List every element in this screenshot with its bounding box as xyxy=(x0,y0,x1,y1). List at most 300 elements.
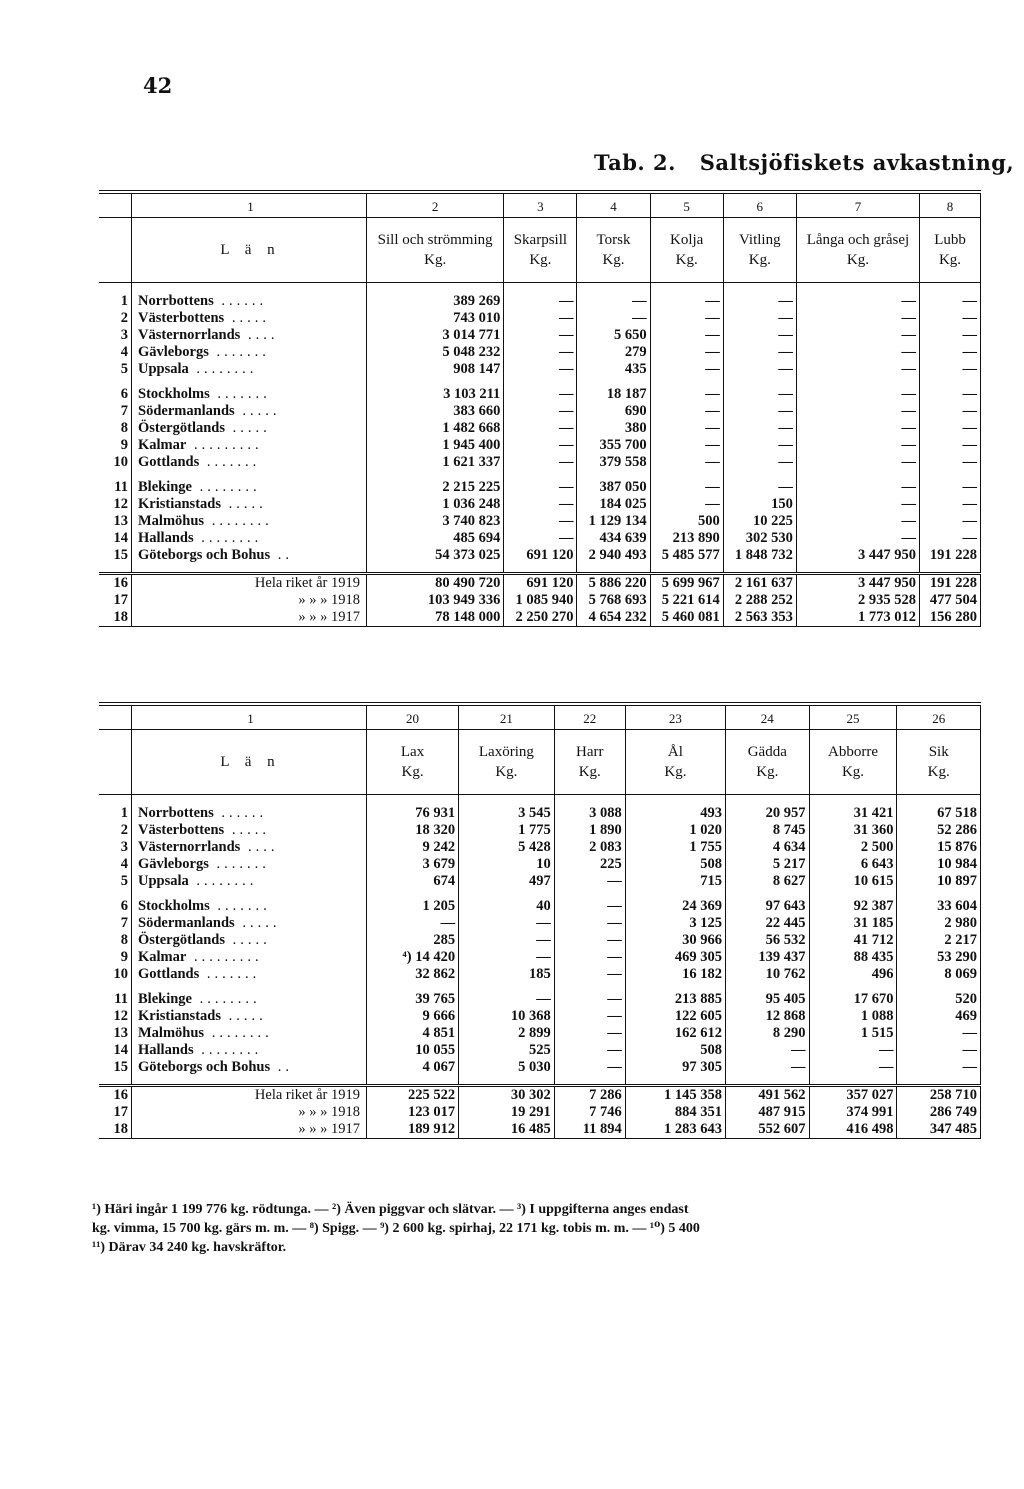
county-name xyxy=(132,991,367,1008)
county-column-header xyxy=(132,218,367,283)
cell-value: 10 055 xyxy=(367,1042,459,1059)
county-label: Hallands xyxy=(138,530,194,546)
cell-value: — xyxy=(459,991,555,1008)
row-number-header xyxy=(99,192,132,218)
cell-value: — xyxy=(504,310,577,327)
row-number: 5 xyxy=(99,361,132,378)
row-number: 3 xyxy=(99,327,132,344)
cell-value: 5 428 xyxy=(459,839,555,856)
column-unit: Kg. xyxy=(578,763,601,780)
footnote-line: ¹¹) Därav 34 240 kg. havskräftor. xyxy=(92,1240,287,1255)
cell-value: 191 228 xyxy=(920,547,981,564)
total-label: » » » 1918 xyxy=(298,592,360,608)
group-gap xyxy=(99,471,981,479)
leader-dots: ....... xyxy=(209,898,271,914)
row-number: 8 xyxy=(99,932,132,949)
county-label: Gottlands xyxy=(138,966,200,982)
cell-value: — xyxy=(796,513,919,530)
cell-value: 389 269 xyxy=(367,293,504,310)
cell-value: 3 125 xyxy=(625,915,725,932)
county-label: Södermanlands xyxy=(138,915,235,931)
cell-value: 383 660 xyxy=(367,403,504,420)
column-number: 2 xyxy=(367,192,504,218)
table-row xyxy=(99,513,981,530)
column-name: Ål xyxy=(667,743,683,760)
cell-value: — xyxy=(504,293,577,310)
county-label: Blekinge xyxy=(138,991,192,1007)
total-value: 225 522 xyxy=(367,1086,459,1105)
table-row xyxy=(99,915,981,932)
county-label: Västernorrlands xyxy=(138,327,241,343)
total-value: 103 949 336 xyxy=(367,592,504,609)
species-column-header xyxy=(367,218,504,283)
table-row xyxy=(99,293,981,310)
cell-value: 2 980 xyxy=(897,915,981,932)
column-unit: Kg. xyxy=(401,763,424,780)
cell-value: — xyxy=(796,386,919,403)
fish-catch-table-1 xyxy=(99,190,981,627)
cell-value: — xyxy=(897,1025,981,1042)
total-value: 477 504 xyxy=(920,592,981,609)
cell-value: 3 014 771 xyxy=(367,327,504,344)
cell-value: 2 217 xyxy=(897,932,981,949)
cell-value: 500 xyxy=(650,513,723,530)
county-name xyxy=(132,386,367,403)
species-column-header xyxy=(459,730,555,795)
row-number: 18 xyxy=(99,609,132,627)
row-number: 7 xyxy=(99,403,132,420)
cell-value: 213 885 xyxy=(625,991,725,1008)
cell-value: — xyxy=(920,327,981,344)
cell-value: 4 634 xyxy=(726,839,810,856)
county-column-header xyxy=(132,730,367,795)
row-number: 15 xyxy=(99,547,132,564)
row-number: 11 xyxy=(99,479,132,496)
row-number: 9 xyxy=(99,949,132,966)
leader-dots: .. xyxy=(270,1059,294,1075)
cell-value: 1 621 337 xyxy=(367,454,504,471)
cell-value: 10 762 xyxy=(726,966,810,983)
cell-value: 18 187 xyxy=(577,386,650,403)
cell-value: 434 639 xyxy=(577,530,650,547)
county-label: Stockholms xyxy=(138,898,210,914)
cell-value: 691 120 xyxy=(504,547,577,564)
page-title xyxy=(594,150,1014,175)
total-value: 7 746 xyxy=(554,1104,625,1121)
row-number: 12 xyxy=(99,1008,132,1025)
total-value: 487 915 xyxy=(726,1104,810,1121)
footnotes xyxy=(92,1200,992,1257)
county-name xyxy=(132,513,367,530)
leader-dots: ....... xyxy=(199,966,261,982)
total-value: 884 351 xyxy=(625,1104,725,1121)
row-number: 10 xyxy=(99,454,132,471)
cell-value: 279 xyxy=(577,344,650,361)
cell-value: 40 xyxy=(459,898,555,915)
cell-value: — xyxy=(504,344,577,361)
cell-value: 162 612 xyxy=(625,1025,725,1042)
cell-value: — xyxy=(650,403,723,420)
county-name xyxy=(132,839,367,856)
species-column-header xyxy=(920,218,981,283)
table-row xyxy=(99,454,981,471)
county-label: Stockholms xyxy=(138,386,210,402)
county-name xyxy=(132,932,367,949)
county-label: Gävleborgs xyxy=(138,344,209,360)
cell-value: 493 xyxy=(625,805,725,822)
cell-value: — xyxy=(554,949,625,966)
column-name: L ä n xyxy=(220,241,281,258)
cell-value: 508 xyxy=(625,856,725,873)
row-number: 4 xyxy=(99,344,132,361)
cell-value: 92 387 xyxy=(809,898,897,915)
county-name xyxy=(132,873,367,890)
leader-dots: .... xyxy=(240,839,279,855)
cell-value: — xyxy=(920,403,981,420)
cell-value: 213 890 xyxy=(650,530,723,547)
cell-value: 30 966 xyxy=(625,932,725,949)
cell-value: — xyxy=(504,420,577,437)
column-number: 8 xyxy=(920,192,981,218)
column-name: Kolja xyxy=(670,231,704,248)
column-number: 23 xyxy=(625,704,725,730)
county-label: Östergötlands xyxy=(138,932,225,948)
row-number: 5 xyxy=(99,873,132,890)
cell-value: 302 530 xyxy=(723,530,796,547)
cell-value: 185 xyxy=(459,966,555,983)
total-value: 1 085 940 xyxy=(504,592,577,609)
county-name xyxy=(132,496,367,513)
row-number: 17 xyxy=(99,1104,132,1121)
cell-value: 53 290 xyxy=(897,949,981,966)
cell-value: 18 320 xyxy=(367,822,459,839)
cell-value: 20 957 xyxy=(726,805,810,822)
cell-value: — xyxy=(650,454,723,471)
total-value: 30 302 xyxy=(459,1086,555,1105)
table-row xyxy=(99,437,981,454)
column-name: Långa och gråsej xyxy=(806,231,910,248)
county-name xyxy=(132,805,367,822)
cell-value: 1 205 xyxy=(367,898,459,915)
cell-value: 225 xyxy=(554,856,625,873)
cell-value: 4 067 xyxy=(367,1059,459,1076)
county-name xyxy=(132,1008,367,1025)
cell-value: 1 775 xyxy=(459,822,555,839)
cell-value: 24 369 xyxy=(625,898,725,915)
cell-value: 2 940 493 xyxy=(577,547,650,564)
cell-value: — xyxy=(796,479,919,496)
leader-dots: ......... xyxy=(186,949,263,965)
table-row xyxy=(99,873,981,890)
table-row xyxy=(99,1042,981,1059)
cell-value: 54 373 025 xyxy=(367,547,504,564)
species-column-header xyxy=(650,218,723,283)
table-row xyxy=(99,547,981,564)
cell-value: 97 305 xyxy=(625,1059,725,1076)
total-value: 416 498 xyxy=(809,1121,897,1139)
leader-dots: ........ xyxy=(193,1042,263,1058)
table-row xyxy=(99,839,981,856)
cell-value: 97 643 xyxy=(726,898,810,915)
cell-value: 1 129 134 xyxy=(577,513,650,530)
total-value: 286 749 xyxy=(897,1104,981,1121)
cell-value: — xyxy=(504,403,577,420)
total-value: 2 288 252 xyxy=(723,592,796,609)
county-label: Uppsala xyxy=(138,873,189,889)
cell-value: — xyxy=(920,513,981,530)
cell-value: — xyxy=(723,361,796,378)
total-value: 123 017 xyxy=(367,1104,459,1121)
cell-value: — xyxy=(367,915,459,932)
cell-value: — xyxy=(650,310,723,327)
total-value: 80 490 720 xyxy=(367,574,504,593)
cell-value: — xyxy=(554,873,625,890)
cell-value: — xyxy=(723,420,796,437)
cell-value: — xyxy=(554,932,625,949)
cell-value: 908 147 xyxy=(367,361,504,378)
total-value: 191 228 xyxy=(920,574,981,593)
column-unit: Kg. xyxy=(495,763,518,780)
county-label: Västerbottens xyxy=(138,310,225,326)
total-value: 16 485 xyxy=(459,1121,555,1139)
total-value: 2 250 270 xyxy=(504,609,577,627)
cell-value: 10 225 xyxy=(723,513,796,530)
total-row xyxy=(99,592,981,609)
leader-dots: ....... xyxy=(199,454,261,470)
cell-value: — xyxy=(796,530,919,547)
cell-value: — xyxy=(650,479,723,496)
cell-value: — xyxy=(554,1008,625,1025)
cell-value: — xyxy=(554,991,625,1008)
leader-dots: ....... xyxy=(208,344,270,360)
species-column-header xyxy=(809,730,897,795)
group-gap xyxy=(99,983,981,991)
cell-value: 9 242 xyxy=(367,839,459,856)
species-column-header xyxy=(504,218,577,283)
cell-value: 3 088 xyxy=(554,805,625,822)
total-value: 189 912 xyxy=(367,1121,459,1139)
cell-value: 1 036 248 xyxy=(367,496,504,513)
county-name xyxy=(132,1042,367,1059)
cell-value: — xyxy=(504,530,577,547)
county-label: Gävleborgs xyxy=(138,856,209,872)
table-row xyxy=(99,805,981,822)
cell-value: 8 745 xyxy=(726,822,810,839)
row-number: 6 xyxy=(99,898,132,915)
row-number-header xyxy=(99,730,132,795)
row-number: 8 xyxy=(99,420,132,437)
total-value: 1 773 012 xyxy=(796,609,919,627)
row-number: 4 xyxy=(99,856,132,873)
cell-value: 67 518 xyxy=(897,805,981,822)
cell-value: 520 xyxy=(897,991,981,1008)
total-value: 5 221 614 xyxy=(650,592,723,609)
cell-value: 1 482 668 xyxy=(367,420,504,437)
cell-value: — xyxy=(650,386,723,403)
leader-dots: ........ xyxy=(188,361,258,377)
cell-value: — xyxy=(650,293,723,310)
county-label: Södermanlands xyxy=(138,403,235,419)
cell-value: — xyxy=(650,344,723,361)
row-number: 13 xyxy=(99,1025,132,1042)
leader-dots: ..... xyxy=(221,1008,267,1024)
cell-value: — xyxy=(650,361,723,378)
column-unit: Kg. xyxy=(529,251,552,268)
county-name xyxy=(132,949,367,966)
cell-value: — xyxy=(504,454,577,471)
county-label: Västerbottens xyxy=(138,822,225,838)
total-value: 2 161 637 xyxy=(723,574,796,593)
cell-value: — xyxy=(504,513,577,530)
leader-dots: ..... xyxy=(234,915,281,931)
cell-value: 674 xyxy=(367,873,459,890)
column-name: Sill och strömming xyxy=(377,231,493,248)
column-number: 21 xyxy=(459,704,555,730)
table-row xyxy=(99,991,981,1008)
cell-value: 379 558 xyxy=(577,454,650,471)
county-name xyxy=(132,403,367,420)
county-label: Kristianstads xyxy=(138,496,221,512)
column-name: L ä n xyxy=(220,753,281,770)
cell-value: — xyxy=(554,898,625,915)
row-number: 2 xyxy=(99,822,132,839)
total-label: » » » 1918 xyxy=(298,1104,360,1120)
column-unit: Kg. xyxy=(424,251,447,268)
county-label: Norrbottens xyxy=(138,805,214,821)
leader-dots: ........ xyxy=(188,873,258,889)
row-number: 1 xyxy=(99,293,132,310)
cell-value: 31 360 xyxy=(809,822,897,839)
county-name xyxy=(132,327,367,344)
county-name xyxy=(132,898,367,915)
cell-value: — xyxy=(796,496,919,513)
cell-value: — xyxy=(796,344,919,361)
county-name xyxy=(132,1059,367,1076)
column-name: Skarpsill xyxy=(513,231,568,248)
cell-value: 2 215 225 xyxy=(367,479,504,496)
cell-value: — xyxy=(504,327,577,344)
cell-value: 5 650 xyxy=(577,327,650,344)
leader-dots: ....... xyxy=(208,856,270,872)
cell-value: 16 182 xyxy=(625,966,725,983)
cell-value: 22 445 xyxy=(726,915,810,932)
cell-value: — xyxy=(726,1042,810,1059)
county-name xyxy=(132,966,367,983)
county-name xyxy=(132,856,367,873)
cell-value: 10 897 xyxy=(897,873,981,890)
fish-catch-table-2 xyxy=(99,702,981,1139)
column-unit: Kg. xyxy=(927,763,950,780)
leader-dots: ..... xyxy=(221,496,267,512)
cell-value: 5 217 xyxy=(726,856,810,873)
column-number: 3 xyxy=(504,192,577,218)
cell-value: 3 447 950 xyxy=(796,547,919,564)
cell-value: — xyxy=(796,361,919,378)
total-value: 347 485 xyxy=(897,1121,981,1139)
total-row xyxy=(99,1086,981,1105)
total-value: 5 699 967 xyxy=(650,574,723,593)
column-unit: Kg. xyxy=(938,251,962,268)
cell-value: 56 532 xyxy=(726,932,810,949)
cell-value: — xyxy=(723,403,796,420)
cell-value: 10 615 xyxy=(809,873,897,890)
group-gap xyxy=(99,890,981,898)
cell-value: — xyxy=(554,966,625,983)
cell-value: — xyxy=(796,327,919,344)
cell-value: 31 185 xyxy=(809,915,897,932)
cell-value: 469 xyxy=(897,1008,981,1025)
total-label: » » » 1917 xyxy=(298,609,360,625)
row-number: 6 xyxy=(99,386,132,403)
cell-value: — xyxy=(796,293,919,310)
total-value: 552 607 xyxy=(726,1121,810,1139)
table-row xyxy=(99,1025,981,1042)
cell-value: 497 xyxy=(459,873,555,890)
total-row xyxy=(99,1104,981,1121)
cell-value: 3 103 211 xyxy=(367,386,504,403)
cell-value: 10 368 xyxy=(459,1008,555,1025)
cell-value: — xyxy=(796,420,919,437)
total-value: 11 894 xyxy=(554,1121,625,1139)
species-column-header xyxy=(897,730,981,795)
cell-value: 5 485 577 xyxy=(650,547,723,564)
cell-value: — xyxy=(577,293,650,310)
cell-value: — xyxy=(920,454,981,471)
county-label: Malmöhus xyxy=(138,513,205,529)
cell-value: — xyxy=(897,1059,981,1076)
cell-value: 5 048 232 xyxy=(367,344,504,361)
total-value: 7 286 xyxy=(554,1086,625,1105)
table-row xyxy=(99,327,981,344)
page-number: 42 xyxy=(143,73,173,98)
row-number: 18 xyxy=(99,1121,132,1139)
column-unit: Kg. xyxy=(846,251,869,268)
cell-value: 469 305 xyxy=(625,949,725,966)
species-column-header xyxy=(577,218,650,283)
cell-value: 4 851 xyxy=(367,1025,459,1042)
cell-value: 2 899 xyxy=(459,1025,555,1042)
cell-value: 508 xyxy=(625,1042,725,1059)
county-label: Uppsala xyxy=(138,361,189,377)
table-row xyxy=(99,496,981,513)
table-row xyxy=(99,403,981,420)
leader-dots: ..... xyxy=(224,822,270,838)
total-value: 374 991 xyxy=(809,1104,897,1121)
cell-value: 2 500 xyxy=(809,839,897,856)
cell-value: 10 xyxy=(459,856,555,873)
cell-value: — xyxy=(723,454,796,471)
species-column-header xyxy=(554,730,625,795)
cell-value: 39 765 xyxy=(367,991,459,1008)
cell-value: 8 290 xyxy=(726,1025,810,1042)
cell-value: — xyxy=(723,310,796,327)
column-number: 20 xyxy=(367,704,459,730)
cell-value: — xyxy=(723,479,796,496)
cell-value: — xyxy=(459,932,555,949)
column-number-row xyxy=(99,192,981,218)
cell-value: — xyxy=(920,420,981,437)
row-number: 15 xyxy=(99,1059,132,1076)
cell-value: 150 xyxy=(723,496,796,513)
cell-value: 31 421 xyxy=(809,805,897,822)
county-label: Malmöhus xyxy=(138,1025,205,1041)
cell-value: 496 xyxy=(809,966,897,983)
total-value: 78 148 000 xyxy=(367,609,504,627)
cell-value: 1 848 732 xyxy=(723,547,796,564)
footnote-line: kg. vimma, 15 700 kg. gärs m. m. — ⁸) Spigg. — ⁹) 2 600 kg. spirhaj, 22 171 kg. tobis m. m. — ¹⁰) 5 400 xyxy=(92,1221,700,1236)
row-number: 2 xyxy=(99,310,132,327)
cell-value: 95 405 xyxy=(726,991,810,1008)
